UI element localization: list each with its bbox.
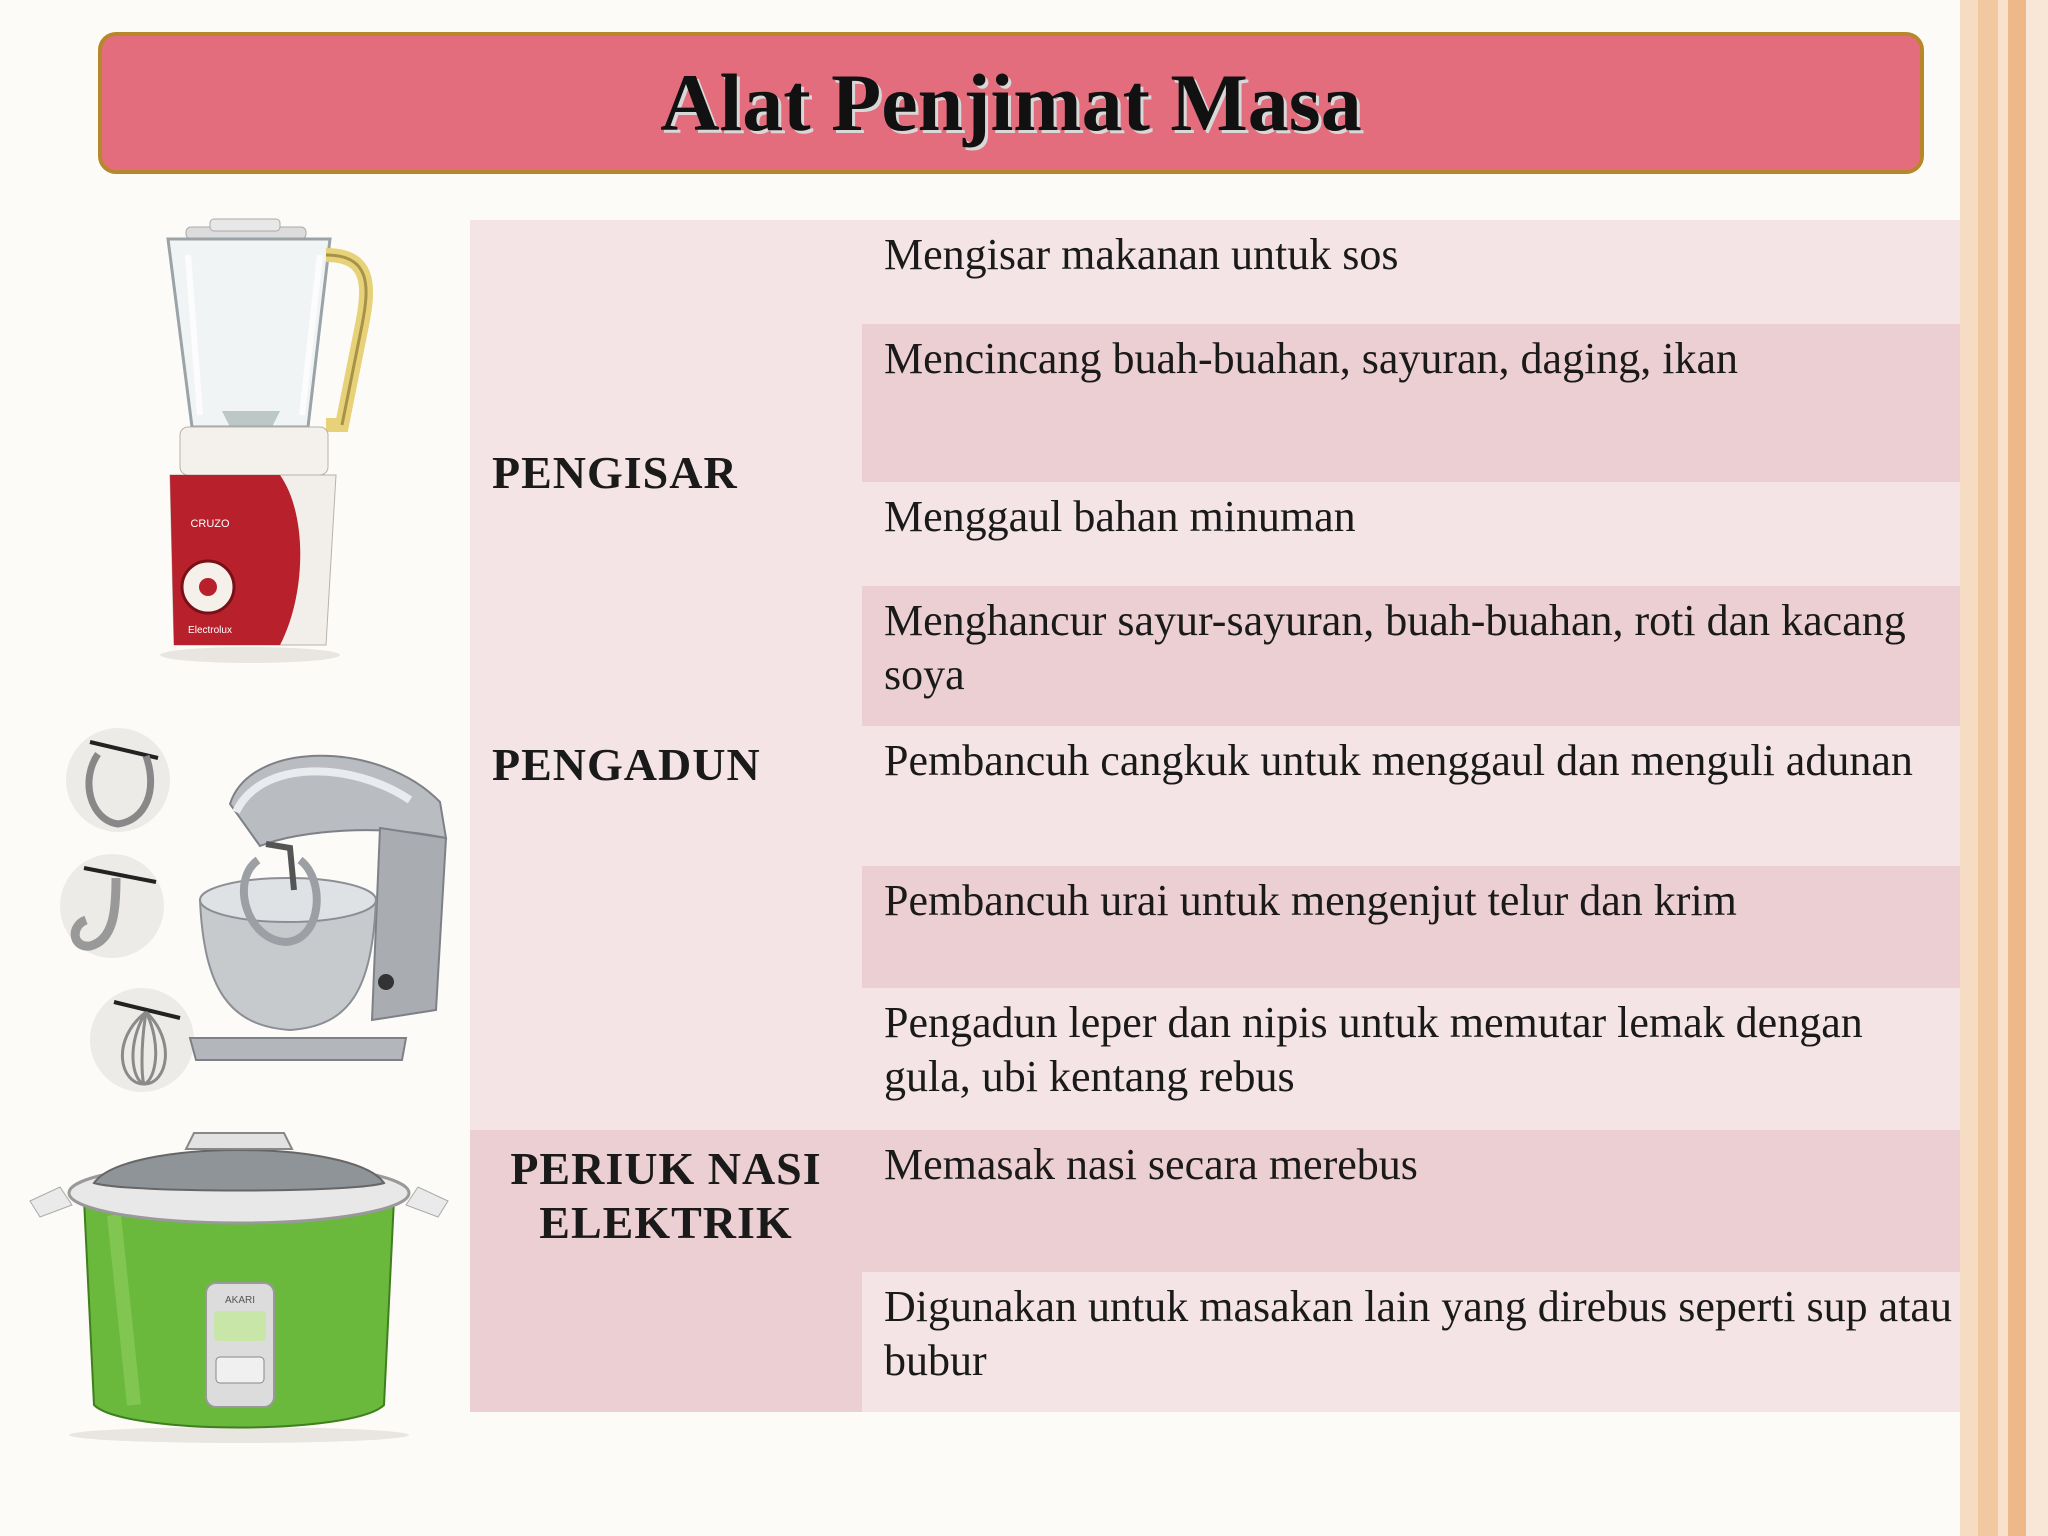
description-row — [862, 1130, 1960, 1272]
blender-brand-bottom: Electrolux — [188, 625, 232, 636]
blender-image — [130, 215, 380, 665]
blender-red-panel — [170, 475, 300, 645]
description-text: Pembancuh cangkuk untuk menggaul dan menguli adunan — [884, 736, 1913, 785]
category-label-periuk — [470, 1142, 862, 1250]
description-row — [862, 324, 1960, 482]
speed-knob-icon — [378, 974, 394, 990]
description-text: Mencincang buah-buahan, sayuran, daging, ikan — [884, 334, 1739, 383]
description-row — [862, 988, 1960, 1130]
cook-switch-icon — [216, 1357, 264, 1383]
description-text: Menghancur sayur-sayuran, buah-buahan, roti dan kacang soya — [884, 596, 1906, 699]
category-label-line: ELEKTRIK — [539, 1197, 793, 1248]
description-row — [862, 726, 1960, 866]
description-text: Digunakan untuk masakan lain yang direbus seperti sup atau bubur — [884, 1282, 1952, 1385]
title-banner — [98, 32, 1924, 174]
category-label-pengadun: PENGADUN — [492, 739, 761, 790]
description-text: Mengisar makanan untuk sos — [884, 230, 1399, 279]
category-label-line: PERIUK NASI — [510, 1143, 822, 1194]
appliance-table — [470, 220, 1960, 1412]
description-text: Menggaul bahan minuman — [884, 492, 1356, 541]
decor-stripe — [2008, 0, 2026, 1536]
blender-brand-top: CRUZO — [190, 518, 230, 530]
cooker-brand: AKARI — [224, 1295, 256, 1306]
category-cell-pengisar-pengadun — [470, 220, 862, 1130]
lid-handle-icon — [186, 1133, 292, 1149]
description-text: Pembancuh urai untuk mengenjut telur dan krim — [884, 876, 1737, 925]
rice-cooker-image — [24, 1105, 454, 1445]
slide-title: Alat Penjimat Masa — [660, 57, 1362, 148]
decor-stripe — [1978, 0, 1998, 1536]
description-row — [862, 482, 1960, 586]
decor-stripe — [1960, 0, 1978, 1536]
decor-stripe — [2026, 0, 2048, 1536]
description-row — [862, 586, 1960, 726]
description-row — [862, 1272, 1960, 1412]
description-text: Memasak nasi secara merebus — [884, 1140, 1418, 1189]
decor-stripe — [1998, 0, 2008, 1536]
description-row — [862, 220, 1960, 324]
description-text: Pengadun leper dan nipis untuk memutar lemak dengan gula, ubi kentang rebus — [884, 998, 1863, 1101]
stand-mixer-image — [50, 720, 450, 1100]
description-row — [862, 866, 1960, 988]
category-label-pengisar: PENGISAR — [492, 447, 738, 498]
